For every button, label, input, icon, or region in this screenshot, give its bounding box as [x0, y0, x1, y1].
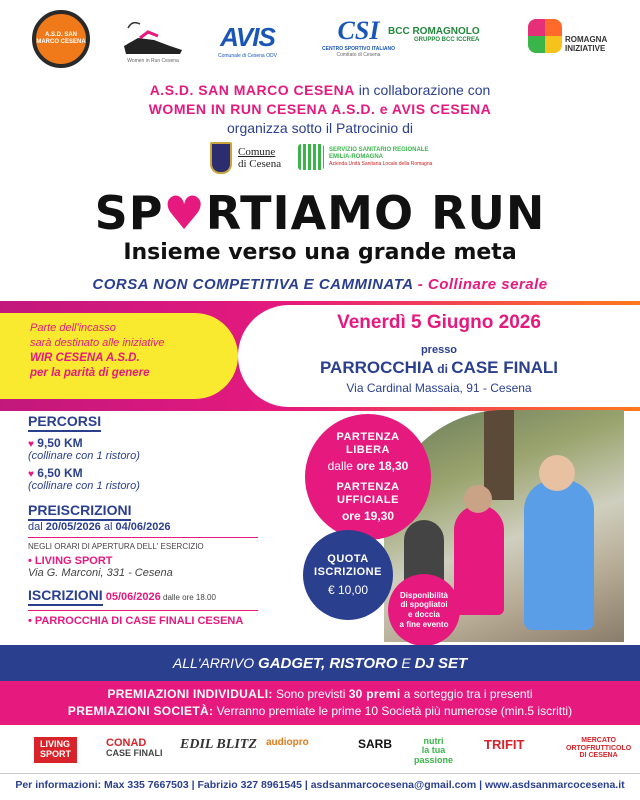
nutri-logo: nutri la tua passione [414, 736, 454, 765]
patrocinio-line: organizza sotto il Patrocinio di [227, 120, 413, 136]
route-2-note: (collinare con 1 ristoro) [28, 480, 140, 492]
partenza-circle: PARTENZA LIBERA dalle ore 18,30 PARTENZA UFFICIALE ore 19,30 [305, 414, 431, 540]
conad-logo: CONAD CASE FINALI [106, 737, 163, 759]
ssr-mark-icon [298, 144, 324, 170]
audiopro-logo: audiopro [266, 737, 309, 748]
preiscrizioni-heading: PREISCRIZIONI [28, 502, 131, 521]
trifit-logo: TRIFIT [484, 737, 525, 752]
running-shoe-icon [118, 16, 188, 58]
premiazioni-societa: PREMIAZIONI SOCIETÀ: Verranno premiate le prime 10 Società più numerose (min.5 iscritti) [67, 703, 573, 718]
organiser-line: A.S.D. SAN MARCO CESENA in collaborazione con [149, 82, 491, 98]
info-column [28, 413, 288, 627]
event-title: SP♥RTIAMO RUN [94, 186, 546, 240]
heart-bullet-icon: ♥ [28, 469, 34, 480]
contact-footer: Per informazioni: Max 335 7667503 | Fabrizio 327 8961545 | asdsanmarcocesena@gmail.com | www.asdsanmarcocesena.it [0, 773, 640, 795]
sarb-logo: SARB [358, 737, 393, 751]
route-1-km: ♥ 9,50 KM [28, 436, 83, 450]
romagna-iniziative-logo: ROMAGNA INIZIATIVE [528, 18, 607, 54]
route-2-km: ♥ 6,50 KM [28, 466, 83, 480]
venue-address: Via Cardinal Massaia, 91 - Cesena [346, 381, 532, 395]
iscrizioni-line: ISCRIZIONI 05/06/2026 dalle ore 18.00 [28, 587, 288, 606]
comune-cesena-logo: Comune di Cesena [210, 142, 281, 174]
san-marco-logo: A.S.D. SAN MARCO CESENA [32, 10, 90, 68]
living-sport-logo: LIVING SPORT [34, 737, 77, 763]
women-in-run-logo: Women in Run Cesena [118, 16, 188, 64]
presso-label: presso [420, 344, 458, 356]
bcc-logo: BCC ROMAGNOLO GRUPPO BCC ICCREA [388, 26, 480, 43]
avis-logo: AVIS Comunale di Cesena ODV [218, 22, 277, 59]
patron-logos [0, 142, 640, 178]
heart-icon: ♥ [163, 186, 206, 240]
iscrizioni-place: • PARROCCHIA DI CASE FINALI CESENA [28, 615, 244, 627]
event-type: CORSA NON COMPETITIVA E CAMMINATA - Collinare serale [92, 276, 548, 293]
csi-logo: CSI CENTRO SPORTIVO ITALIANO Comitato di Cesena [322, 16, 395, 58]
charity-note: Parte dell'incasso sarà destinato alle iniziative WIR CESENA A.S.D. per la parità di genere [0, 313, 238, 399]
heart-bullet-icon: ♥ [28, 439, 34, 450]
divider [28, 537, 258, 538]
cesena-crest-icon [210, 142, 232, 174]
shop-name: • LIVING SPORT [28, 555, 113, 567]
romagna-mark-icon [528, 19, 562, 53]
orari-note: NEGLI ORARI DI APERTURA DELL' ESERCIZIO [28, 542, 204, 551]
premiazioni-banner [0, 681, 640, 725]
venue-name: PARROCCHIA di CASE FINALI [319, 358, 559, 377]
sponsor-logo-row [0, 10, 640, 78]
sponsor-row [0, 733, 640, 767]
arrivo-banner: ALL'ARRIVO GADGET, RISTORO E DJ SET [0, 645, 640, 681]
event-subtitle: Insieme verso una grande meta [123, 240, 517, 265]
premiazioni-individuali: PREMIAZIONI INDIVIDUALI: Sono previsti 30 premi a sorteggio tra i presenti [107, 687, 533, 701]
partners-line: WOMEN IN RUN CESENA A.S.D. e AVIS CESENA [148, 101, 492, 117]
preiscrizioni-dates: dal 20/05/2026 al 04/06/2026 [28, 521, 171, 533]
quota-circle: QUOTA ISCRIZIONE € 10,00 [303, 530, 393, 620]
route-1-note: (collinare con 1 ristoro) [28, 450, 140, 462]
edil-blitz-logo: EDIL BLITZ [180, 737, 257, 752]
event-date: Venerdì 5 Giugno 2026 [337, 312, 541, 333]
spogliatoi-circle: Disponibilità di spogliatoi e doccia a fine evento [388, 574, 460, 646]
mercato-logo: MERCATO ORTOFRUTTICOLO DI CESENA [566, 737, 632, 760]
shop-address: Via G. Marconi, 331 - Cesena [28, 567, 173, 579]
divider [28, 610, 258, 611]
percorsi-heading: PERCORSI [28, 413, 101, 432]
ssr-logo: SERVIZIO SANITARIO REGIONALE EMILIA-ROMAGNA Azienda Unità Sanitaria Locale della Romagna [298, 144, 432, 170]
